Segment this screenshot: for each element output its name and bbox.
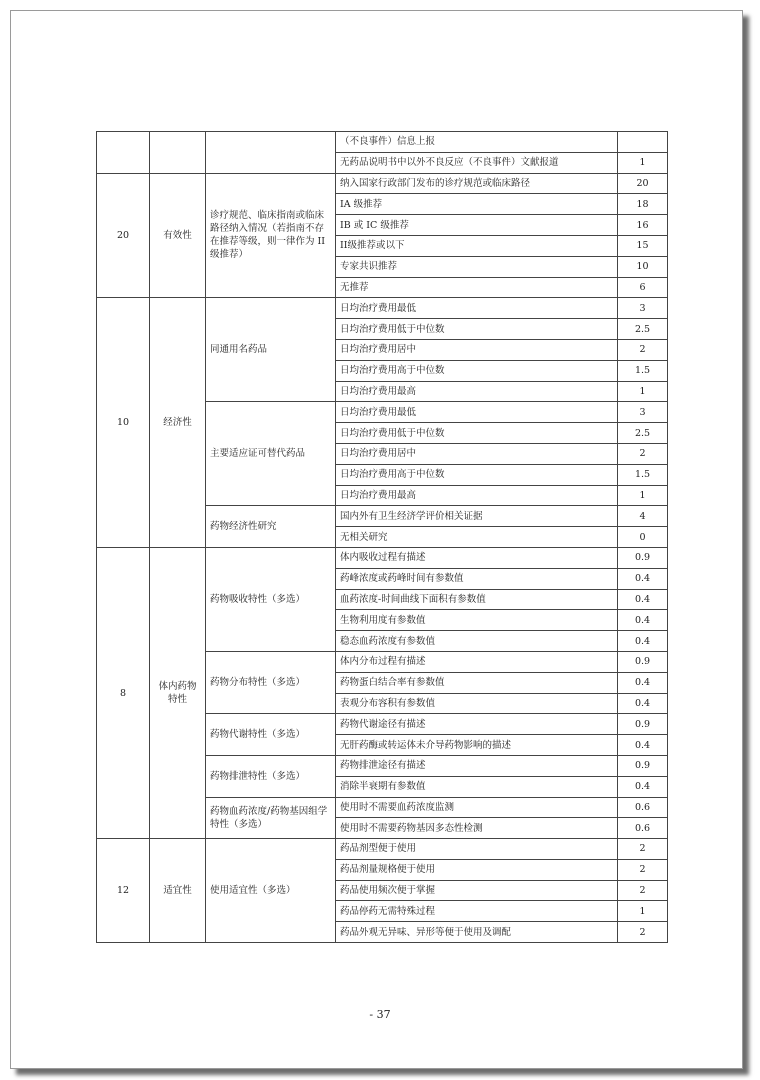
- criterion-cell: 无肝药酶或转运体未介导药物影响的描述: [336, 735, 618, 756]
- points-cell: 1: [618, 901, 668, 922]
- sub-attribute-cell: 药物排泄特性（多选）: [206, 755, 336, 797]
- criterion-cell: 日均治疗费用最低: [336, 298, 618, 319]
- points-cell: 0.4: [618, 610, 668, 631]
- points-cell: 2: [618, 922, 668, 943]
- sub-attribute-cell: 药物经济性研究: [206, 506, 336, 548]
- points-cell: 0.4: [618, 589, 668, 610]
- criterion-cell: （不良事件）信息上报: [336, 132, 618, 153]
- points-cell: 0.4: [618, 631, 668, 652]
- criterion-cell: 消除半衰期有参数值: [336, 776, 618, 797]
- criterion-cell: 纳入国家行政部门发布的诊疗规范或临床路径: [336, 173, 618, 194]
- criterion-cell: 表观分布容积有参数值: [336, 693, 618, 714]
- points-cell: 0.6: [618, 797, 668, 818]
- criterion-cell: 日均治疗费用最高: [336, 485, 618, 506]
- points-cell: 1.5: [618, 360, 668, 381]
- criterion-cell: 无药品说明书中以外不良反应（不良事件）文献报道: [336, 152, 618, 173]
- points-cell: 2: [618, 443, 668, 464]
- points-cell: 3: [618, 298, 668, 319]
- criterion-cell: 生物利用度有参数值: [336, 610, 618, 631]
- criterion-cell: 药峰浓度或药峰时间有参数值: [336, 568, 618, 589]
- criterion-cell: IA 级推荐: [336, 194, 618, 215]
- points-cell: 1: [618, 381, 668, 402]
- criterion-cell: II级推荐或以下: [336, 235, 618, 256]
- criterion-cell: 药品停药无需特殊过程: [336, 901, 618, 922]
- criterion-cell: 稳态血药浓度有参数值: [336, 631, 618, 652]
- points-cell: 0: [618, 527, 668, 548]
- criterion-cell: 体内分布过程有描述: [336, 651, 618, 672]
- attribute-cell: 有效性: [150, 173, 206, 298]
- criterion-cell: 使用时不需要药物基因多态性检测: [336, 818, 618, 839]
- points-cell: 10: [618, 256, 668, 277]
- points-cell: 6: [618, 277, 668, 298]
- table-row: [97, 547, 668, 568]
- points-cell: 16: [618, 215, 668, 236]
- points-cell: 2: [618, 339, 668, 360]
- points-cell: 20: [618, 173, 668, 194]
- criterion-cell: 使用时不需要血药浓度监测: [336, 797, 618, 818]
- points-cell: 2.5: [618, 423, 668, 444]
- points-cell: 15: [618, 235, 668, 256]
- criterion-cell: 血药浓度-时间曲线下面积有参数值: [336, 589, 618, 610]
- points-cell: 0.6: [618, 818, 668, 839]
- criterion-cell: 体内吸收过程有描述: [336, 547, 618, 568]
- criterion-cell: 日均治疗费用最高: [336, 381, 618, 402]
- criterion-cell: 药品使用频次便于掌握: [336, 880, 618, 901]
- sub-attribute-cell: 药物血药浓度/药物基因组学特性（多选）: [206, 797, 336, 839]
- sub-attribute-cell: [206, 132, 336, 174]
- points-cell: 3: [618, 402, 668, 423]
- points-cell: 0.4: [618, 672, 668, 693]
- sub-attribute-cell: 药物代谢特性（多选）: [206, 714, 336, 756]
- score-cell: [97, 132, 150, 174]
- points-cell: 0.9: [618, 651, 668, 672]
- criterion-cell: 药物排泄途径有描述: [336, 755, 618, 776]
- sub-attribute-cell: 主要适应证可替代药品: [206, 402, 336, 506]
- points-cell: 0.9: [618, 714, 668, 735]
- points-cell: 4: [618, 506, 668, 527]
- sub-attribute-cell: 同通用名药品: [206, 298, 336, 402]
- criterion-cell: 药物蛋白结合率有参数值: [336, 672, 618, 693]
- score-cell: 20: [97, 173, 150, 298]
- criterion-cell: 药品剂量规格便于使用: [336, 859, 618, 880]
- attribute-cell: [150, 132, 206, 174]
- points-cell: 1: [618, 152, 668, 173]
- attribute-cell: 经济性: [150, 298, 206, 548]
- points-cell: 0.4: [618, 735, 668, 756]
- points-cell: 2: [618, 859, 668, 880]
- points-cell: 18: [618, 194, 668, 215]
- table-row: [97, 298, 668, 319]
- criterion-cell: 日均治疗费用居中: [336, 443, 618, 464]
- points-cell: 0.9: [618, 755, 668, 776]
- criterion-cell: 日均治疗费用低于中位数: [336, 319, 618, 340]
- score-cell: 10: [97, 298, 150, 548]
- criterion-cell: 国内外有卫生经济学评价相关证据: [336, 506, 618, 527]
- page-number: - 37: [369, 1008, 391, 1021]
- attribute-cell: 体内药物特性: [150, 547, 206, 838]
- scoring-table: [96, 131, 668, 943]
- points-cell: 2.5: [618, 319, 668, 340]
- table-row: [97, 173, 668, 194]
- points-cell: 2: [618, 880, 668, 901]
- score-cell: 8: [97, 547, 150, 838]
- criterion-cell: 无相关研究: [336, 527, 618, 548]
- sub-attribute-cell: 药物吸收特性（多选）: [206, 547, 336, 651]
- criterion-cell: 日均治疗费用居中: [336, 339, 618, 360]
- points-cell: 1.5: [618, 464, 668, 485]
- criterion-cell: 日均治疗费用高于中位数: [336, 464, 618, 485]
- criterion-cell: 日均治疗费用低于中位数: [336, 423, 618, 444]
- table-row: [97, 839, 668, 860]
- score-cell: 12: [97, 839, 150, 943]
- attribute-cell: 适宜性: [150, 839, 206, 943]
- points-cell: 2: [618, 839, 668, 860]
- points-cell: 0.4: [618, 693, 668, 714]
- sub-attribute-cell: 诊疗规范、临床指南或临床路径纳入情况（若指南不存在推荐等级，则一律作为 II 级推荐）: [206, 173, 336, 298]
- criterion-cell: 专家共识推荐: [336, 256, 618, 277]
- table-row: [97, 132, 668, 153]
- points-cell: 0.4: [618, 776, 668, 797]
- points-cell: 0.4: [618, 568, 668, 589]
- points-cell: 1: [618, 485, 668, 506]
- criterion-cell: 日均治疗费用最低: [336, 402, 618, 423]
- points-cell: [618, 132, 668, 153]
- criterion-cell: 无推荐: [336, 277, 618, 298]
- sub-attribute-cell: 使用适宜性（多选）: [206, 839, 336, 943]
- criterion-cell: 日均治疗费用高于中位数: [336, 360, 618, 381]
- criterion-cell: 药品剂型便于使用: [336, 839, 618, 860]
- criterion-cell: IB 或 IC 级推荐: [336, 215, 618, 236]
- criterion-cell: 药物代谢途径有描述: [336, 714, 618, 735]
- sub-attribute-cell: 药物分布特性（多选）: [206, 651, 336, 713]
- criterion-cell: 药品外观无异味、异形等便于使用及调配: [336, 922, 618, 943]
- points-cell: 0.9: [618, 547, 668, 568]
